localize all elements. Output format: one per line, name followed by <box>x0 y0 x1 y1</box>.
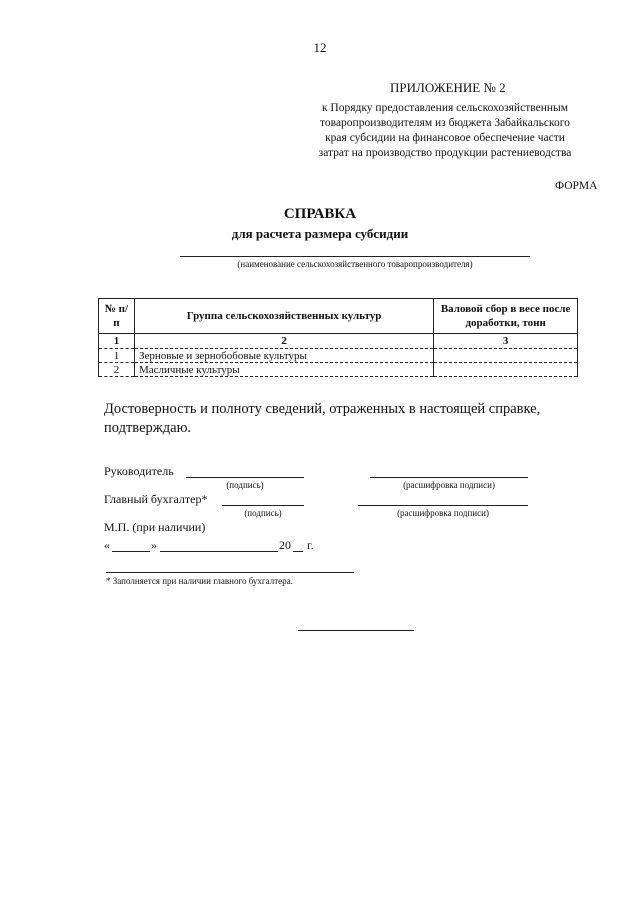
appendix-line: затрат на производство продукции растениеводства <box>318 147 572 159</box>
form-label: ФОРМА <box>555 180 598 192</box>
harvest-value-cell[interactable] <box>434 363 578 377</box>
footnote-separator <box>106 572 354 573</box>
crop-group: Масличные культуры <box>134 363 433 377</box>
subsidy-table <box>98 298 578 377</box>
appendix-line: к Порядку предоставления сельскохозяйственным <box>321 102 569 114</box>
date-year-line[interactable] <box>293 551 303 552</box>
head-label: Руководитель <box>104 464 174 478</box>
seal-label: М.П. (при наличии) <box>104 520 206 534</box>
date-year: 20 <box>279 538 291 552</box>
accountant-decoding-line[interactable] <box>358 505 528 506</box>
accountant-label: Главный бухгалтер* <box>104 492 208 506</box>
column-number: 3 <box>434 334 578 349</box>
column-number: 2 <box>134 334 433 349</box>
head-signature-line[interactable] <box>186 477 304 478</box>
producer-name-line[interactable] <box>180 256 530 257</box>
date-suffix: г. <box>307 538 314 552</box>
end-separator <box>298 630 414 631</box>
appendix-title: ПРИЛОЖЕНИЕ № 2 <box>390 80 506 95</box>
column-header-number: № п/п <box>99 299 135 334</box>
producer-name-caption: (наименование сельскохозяйственного товаропроизводителя) <box>237 259 473 269</box>
column-numbers-row <box>99 334 578 349</box>
signature-caption: (подпись) <box>244 508 282 518</box>
page-number: 12 <box>313 40 327 55</box>
footnote: * Заполняется при наличии главного бухгалтера. <box>106 576 293 586</box>
appendix-line: товаропроизводителям из бюджета Забайкальского <box>320 117 570 129</box>
date-open-quote: « <box>104 538 110 552</box>
row-number: 1 <box>99 349 135 363</box>
accountant-signature-line[interactable] <box>222 505 304 506</box>
decoding-caption: (расшифровка подписи) <box>397 508 489 518</box>
table-row <box>99 363 578 377</box>
column-number: 1 <box>99 334 135 349</box>
date-day-line[interactable] <box>112 551 150 552</box>
date-month-line[interactable] <box>160 551 278 552</box>
date-close-quote: » <box>151 538 157 552</box>
column-header-group: Группа сельскохозяйственных культур <box>134 299 433 334</box>
decoding-caption: (расшифровка подписи) <box>403 480 495 490</box>
harvest-value-cell[interactable] <box>434 349 578 363</box>
date-field[interactable] <box>104 538 324 554</box>
row-number: 2 <box>99 363 135 377</box>
document-title: СПРАВКА <box>283 206 357 222</box>
document-subtitle: для расчета размера субсидии <box>231 226 409 241</box>
head-decoding-line[interactable] <box>370 477 528 478</box>
table-row <box>99 349 578 363</box>
appendix-line: края субсидии на финансовое обеспечение части <box>325 132 565 144</box>
table-header-row <box>99 299 578 334</box>
signature-caption: (подпись) <box>226 480 264 490</box>
crop-group: Зерновые и зернобобовые культуры <box>134 349 433 363</box>
confirmation-statement: Достоверность и полноту сведений, отраженных в настоящей справке, подтверждаю. <box>104 401 541 436</box>
column-header-harvest: Валовой сбор в весе после доработки, тонн <box>434 299 578 334</box>
